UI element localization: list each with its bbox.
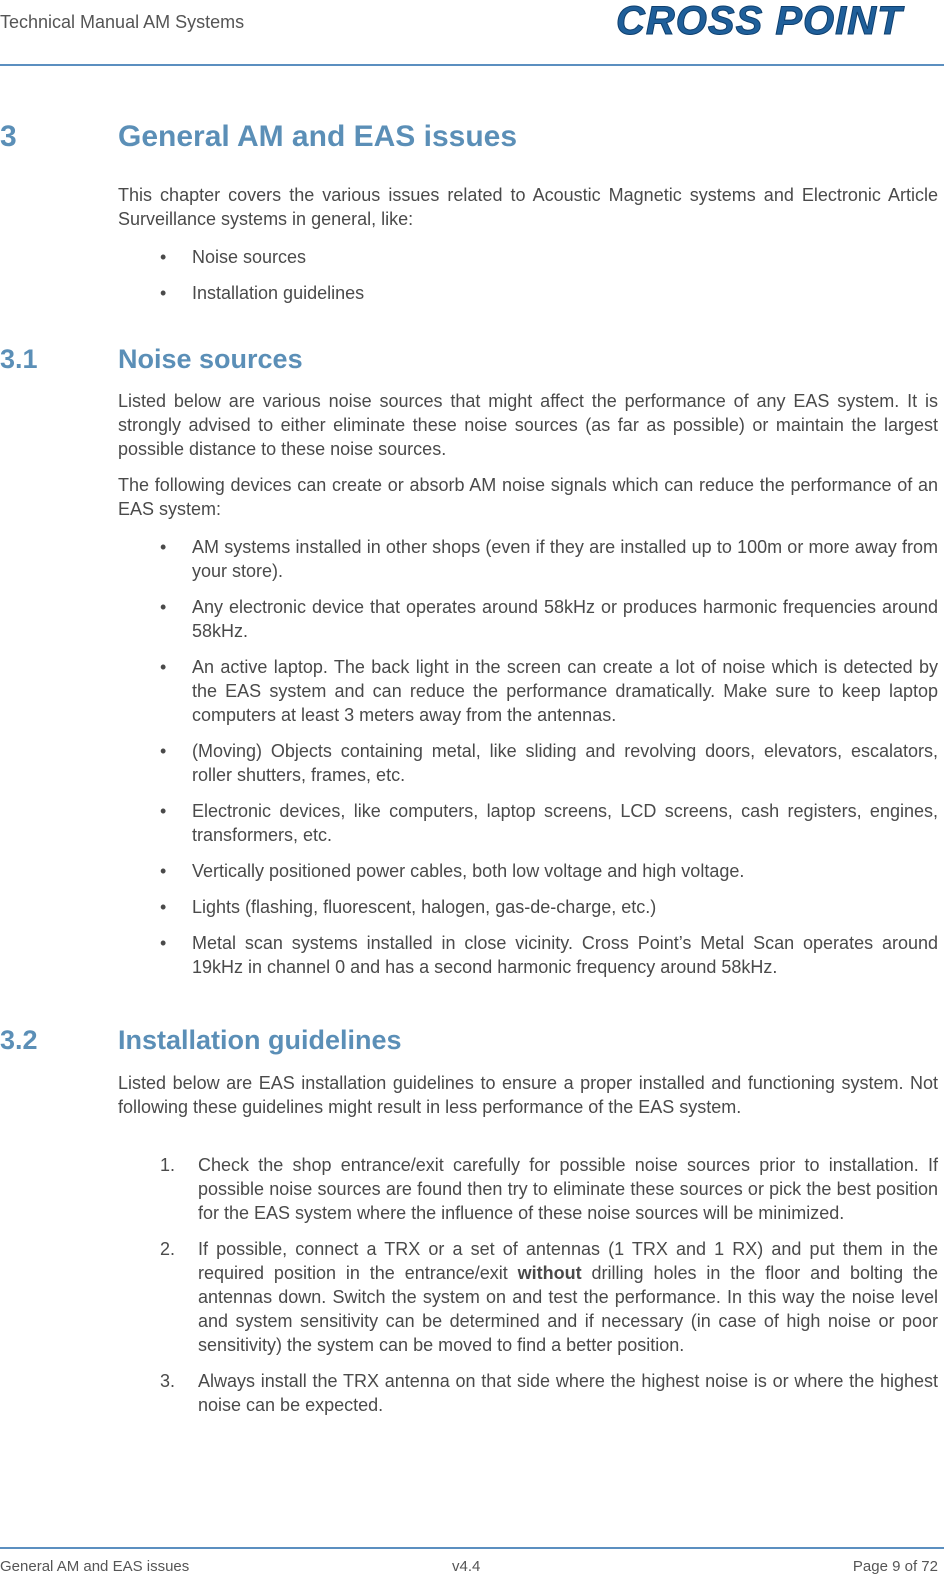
section-number: 3.1 [0,344,38,374]
list-item: 3. Always install the TRX antenna on that side where the highest noise is or where the highest noise can be expected. [160,1371,938,1415]
chapter-intro: This chapter covers the various issues related to Acoustic Magnetic systems and Electronic Article Surveillance systems in general, like: [118,185,938,229]
page-header [0,0,944,66]
chapter-number: 3 [0,120,17,153]
list-item: 1. Check the shop entrance/exit carefully for possible noise sources prior to installation. If possible noise sources are found then try to eliminate these sources or pick the best position for the EAS system where the influence of these noise sources will be minimized. [160,1155,938,1223]
chapter-intro-list [160,245,938,317]
list-item: • AM systems installed in other shops (even if they are installed up to 100m or more away from your store). [160,537,938,581]
list-item: • Electronic devices, like computers, laptop screens, LCD screens, cash registers, engines, transformers, etc. [160,801,938,845]
install-guidelines-list [160,1153,938,1429]
footer-version: v4.4 [452,1558,481,1575]
install-paragraph-1: Listed below are EAS installation guidelines to ensure a proper installed and functioning system. Not following these guidelines might result in less performance of the EAS system. [118,1073,938,1117]
list-item: • Noise sources [160,247,307,267]
list-item: • Metal scan systems installed in close vicinity. Cross Point’s Metal Scan operates around 19kHz in channel 0 and has a second harmonic frequency around 58kHz. [160,933,938,977]
header-title: Technical Manual AM Systems [0,12,245,32]
footer-page-number: Page 9 of 72 [852,1558,938,1575]
section-title: Installation guidelines [118,1025,402,1055]
noise-paragraph-2: The following devices can create or absorb AM noise signals which can reduce the performance of an EAS system: [118,475,938,519]
footer-divider [0,1547,944,1549]
list-item: • Installation guidelines [160,283,365,303]
list-item: • Vertically positioned power cables, both low voltage and high voltage. [160,861,745,881]
list-item: • Lights (flashing, fluorescent, halogen, gas-de-charge, etc.) [160,897,657,917]
section-number: 3.2 [0,1025,38,1055]
chapter-title: General AM and EAS issues [118,120,518,153]
noise-sources-list [160,535,938,991]
section-title: Noise sources [118,344,303,374]
header-divider [0,64,944,66]
list-item: 2. If possible, connect a TRX or a set of antennas (1 TRX and 1 RX) and put them in the required position in the entrance/exit without drilling holes in the floor and bolting the antennas down. Switch the system on and test the performance. In this way the noise level and system sensitivity can be determined and if necessary (in case of high noise or poor sensitivity) the system can be moved to find a better position. [160,1239,938,1355]
cross-point-logo [610,0,940,49]
list-item: • An active laptop. The back light in the screen can create a lot of noise which is detected by the EAS system and can reduce the performance dramatically. Make sure to keep laptop computers at least 3 meters away from the antennas. [160,657,938,725]
list-item: • Any electronic device that operates around 58kHz or produces harmonic frequencies around 58kHz. [160,597,938,641]
svg-text:CROSS POINT: CROSS POINT [616,0,903,43]
noise-paragraph-1: Listed below are various noise sources that might affect the performance of any EAS system. It is strongly advised to either eliminate these noise sources (as far as possible) or maintain the largest possible distance to these noise sources. [118,391,938,459]
list-item: • (Moving) Objects containing metal, like sliding and revolving doors, elevators, escalators, roller shutters, frames, etc. [160,741,938,785]
footer-chapter: General AM and EAS issues [0,1558,190,1575]
